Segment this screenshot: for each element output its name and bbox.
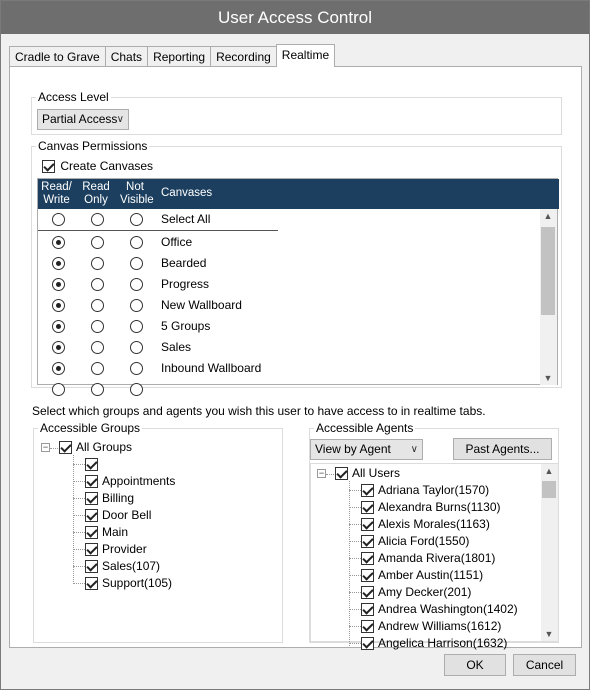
canvas-row (38, 274, 538, 295)
read-write-radio[interactable] (52, 236, 65, 249)
read-only-radio[interactable] (91, 278, 104, 291)
chevron-down-icon: ∨ (116, 114, 124, 125)
tree-connector (73, 515, 85, 516)
view-by-value: View by Agent (315, 442, 391, 456)
accessible-agents-label: Accessible Agents (316, 421, 414, 435)
group-checkbox[interactable] (85, 560, 98, 573)
collapse-icon[interactable]: − (318, 468, 325, 478)
realtime-tab-panel (9, 66, 582, 648)
group-label: Door Bell (102, 508, 152, 522)
tab-cradle-to-grave[interactable]: Cradle to Grave (9, 46, 106, 67)
canvas-name: Sales (161, 340, 192, 354)
agent-checkbox[interactable] (361, 535, 374, 548)
agent-label: Alexandra Burns(1130) (378, 500, 501, 514)
agent-label: Amanda Rivera(1801) (378, 551, 496, 565)
realtime-instructions: Select which groups and agents you wish this user to have access to in realtime tabs. (32, 404, 486, 418)
canvas-row (38, 358, 538, 379)
scroll-down-icon[interactable]: ▼ (544, 629, 554, 639)
select-all-row (38, 209, 538, 230)
tree-connector (73, 498, 85, 499)
tab-strip (9, 45, 334, 67)
agent-label: Andrea Washington(1402) (378, 602, 518, 616)
all-users-label: All Users (352, 466, 401, 480)
read-only-radio[interactable] (91, 257, 104, 270)
read-write-radio[interactable] (52, 341, 65, 354)
collapse-icon[interactable]: − (42, 442, 49, 452)
not-visible-radio[interactable] (130, 278, 143, 291)
ok-button[interactable]: OK (444, 654, 506, 676)
canvas-row (38, 295, 538, 316)
not-visible-radio[interactable] (130, 257, 143, 270)
tree-connector (349, 592, 361, 593)
group-label: Sales(107) (102, 559, 161, 573)
scrollbar-thumb[interactable] (542, 481, 556, 498)
read-write-radio[interactable] (52, 257, 65, 270)
tree-connector (349, 643, 361, 644)
not-visible-radio[interactable] (130, 341, 143, 354)
agent-checkbox[interactable] (361, 620, 374, 633)
access-level-value: Partial Access (42, 112, 118, 126)
not-visible-radio[interactable] (130, 320, 143, 333)
agent-checkbox[interactable] (361, 637, 374, 650)
tree-connector (73, 549, 85, 550)
tree-connector (73, 464, 85, 465)
col-read-write: Read/ Write (41, 181, 72, 206)
read-write-radio[interactable] (52, 320, 65, 333)
agent-checkbox[interactable] (361, 501, 374, 514)
canvas-name: Bearded (161, 256, 207, 270)
tab-recording[interactable]: Recording (210, 46, 277, 67)
agent-checkbox[interactable] (361, 552, 374, 565)
tab-reporting[interactable]: Reporting (147, 46, 211, 67)
select-all-divider (38, 230, 278, 231)
agent-checkbox[interactable] (361, 484, 374, 497)
agent-label: Alexis Morales(1163) (378, 517, 490, 531)
access-level-label: Access Level (38, 90, 109, 104)
tab-realtime[interactable]: Realtime (276, 44, 335, 67)
group-label: Appointments (102, 474, 176, 488)
read-write-radio[interactable] (52, 362, 65, 375)
group-checkbox[interactable] (85, 458, 98, 471)
canvas-permissions-group (31, 139, 562, 388)
create-canvases-option (42, 159, 153, 173)
tree-connector (349, 575, 361, 576)
canvas-name: 5 Groups (161, 319, 211, 333)
tree-connector (349, 507, 361, 508)
read-only-radio[interactable] (91, 341, 104, 354)
not-visible-radio[interactable] (130, 383, 143, 396)
tree-connector (73, 583, 85, 584)
agent-label: Alicia Ford(1550) (378, 534, 470, 548)
tree-connector (349, 490, 361, 491)
read-only-radio[interactable] (91, 362, 104, 375)
scroll-up-icon[interactable]: ▲ (544, 466, 554, 476)
chevron-down-icon: ∨ (410, 444, 418, 455)
tree-connector (73, 566, 85, 567)
tree-connector (349, 481, 350, 646)
agents-tree-box (310, 463, 558, 650)
tree-connector (349, 609, 361, 610)
select-all-label: Select All (161, 212, 211, 226)
not-visible-radio[interactable] (130, 236, 143, 249)
read-only-radio[interactable] (91, 236, 104, 249)
agents-tree (315, 464, 540, 650)
cancel-button[interactable]: Cancel (513, 654, 576, 676)
access-level-dropdown[interactable] (37, 109, 129, 130)
scrollbar-thumb[interactable] (541, 227, 555, 315)
select-all-read-only-radio[interactable] (91, 213, 104, 226)
canvas-row (38, 316, 538, 337)
all-groups-checkbox[interactable] (59, 441, 72, 454)
tree-connector (349, 626, 361, 627)
tree-connector (73, 481, 85, 482)
select-all-read-write-radio[interactable] (52, 213, 65, 226)
canvas-grid (37, 178, 558, 385)
canvas-name: Office (161, 235, 193, 249)
canvas-grid-header (38, 179, 559, 209)
groups-tree (39, 438, 274, 638)
not-visible-radio[interactable] (130, 362, 143, 375)
past-agents-button[interactable]: Past Agents... (453, 438, 552, 460)
agent-checkbox[interactable] (361, 569, 374, 582)
tree-connector (73, 455, 74, 582)
tree-connector (349, 558, 361, 559)
create-canvases-label: Create Canvases (60, 159, 154, 173)
view-by-dropdown[interactable] (310, 439, 423, 460)
create-canvases-checkbox[interactable] (42, 160, 55, 173)
col-not-visible: Not Visible (120, 181, 154, 206)
read-only-radio[interactable] (91, 383, 104, 396)
agent-checkbox[interactable] (361, 518, 374, 531)
all-users-checkbox[interactable] (335, 467, 348, 480)
agent-label: Angelica Harrison(1632) (378, 636, 508, 650)
canvas-grid-scrollbar[interactable] (540, 209, 557, 385)
agent-checkbox[interactable] (361, 586, 374, 599)
read-only-radio[interactable] (91, 299, 104, 312)
canvas-row (38, 253, 538, 274)
col-read-only: Read Only (82, 181, 110, 206)
group-label: Main (102, 525, 129, 539)
canvas-name: New Wallboard (161, 298, 242, 312)
group-label: Support(105) (102, 576, 173, 590)
scroll-up-icon[interactable]: ▲ (543, 211, 553, 221)
agent-label: Adriana Taylor(1570) (378, 483, 490, 497)
group-checkbox[interactable] (85, 577, 98, 590)
group-checkbox[interactable] (85, 526, 98, 539)
canvas-name: Inbound Wallboard (161, 361, 262, 375)
tree-connector (326, 474, 334, 475)
col-canvases: Canvases (161, 187, 213, 199)
tree-connector (349, 541, 361, 542)
tab-chats[interactable]: Chats (105, 46, 148, 67)
agent-label: Andrew Williams(1612) (378, 619, 502, 633)
agent-label: Amber Austin(1151) (378, 568, 484, 582)
read-write-radio[interactable] (52, 383, 65, 396)
tree-connector (73, 532, 85, 533)
select-all-not-visible-radio[interactable] (130, 213, 143, 226)
read-write-radio[interactable] (52, 278, 65, 291)
agent-label: Amy Decker(201) (378, 585, 472, 599)
canvas-row (38, 232, 538, 253)
read-write-radio[interactable] (52, 299, 65, 312)
group-checkbox[interactable] (85, 475, 98, 488)
canvas-row (38, 337, 538, 358)
group-checkbox[interactable] (85, 509, 98, 522)
accessible-groups-group (33, 421, 283, 643)
canvas-permissions-label: Canvas Permissions (38, 139, 148, 153)
tree-connector (349, 524, 361, 525)
agents-scrollbar[interactable] (541, 464, 558, 641)
accessible-groups-label: Accessible Groups (40, 421, 141, 435)
group-checkbox[interactable] (85, 543, 98, 556)
scroll-down-icon[interactable]: ▼ (543, 373, 553, 383)
group-label: Provider (102, 542, 147, 556)
group-label: Billing (102, 491, 135, 505)
access-level-group (31, 90, 562, 135)
not-visible-radio[interactable] (130, 299, 143, 312)
canvas-name: Progress (161, 277, 210, 291)
accessible-agents-group (309, 421, 559, 650)
tree-connector (50, 448, 58, 449)
window-title: User Access Control (1, 1, 589, 34)
canvas-row-partial (38, 379, 538, 400)
agent-checkbox[interactable] (361, 603, 374, 616)
group-checkbox[interactable] (85, 492, 98, 505)
read-only-radio[interactable] (91, 320, 104, 333)
all-groups-label: All Groups (76, 440, 133, 454)
